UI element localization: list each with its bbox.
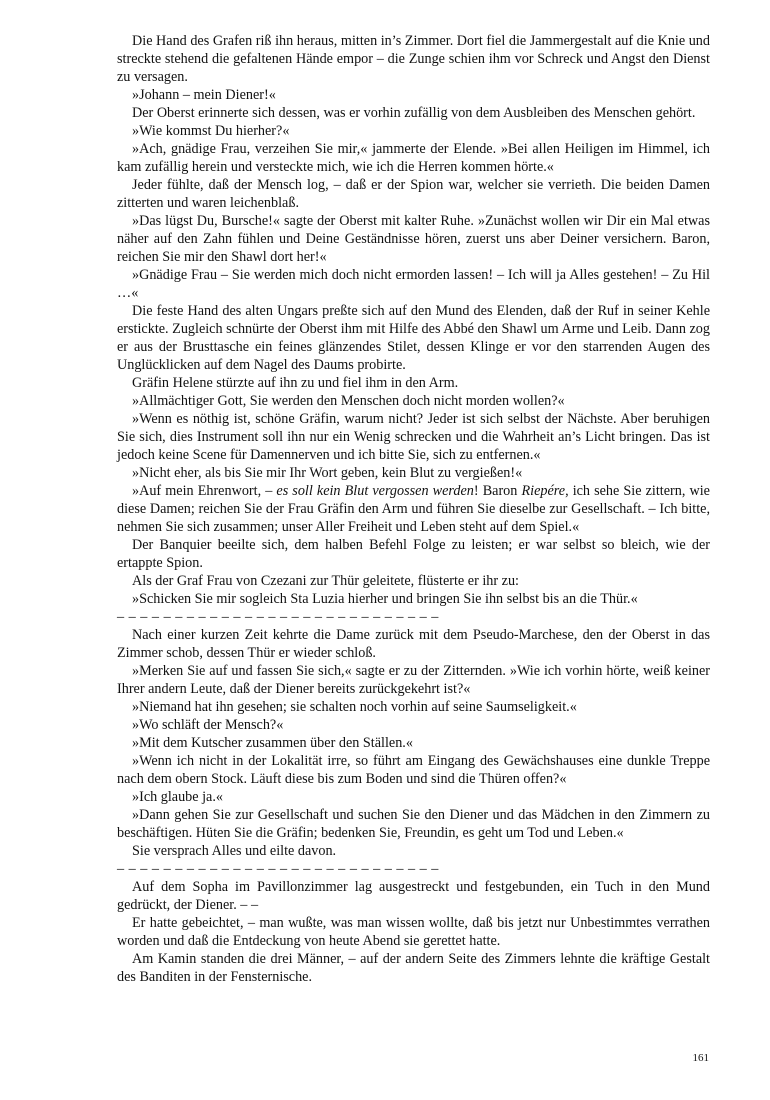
text-run: ! Baron (473, 483, 522, 499)
paragraph: Die feste Hand des alten Ungars preßte sich auf den Mund des Elenden, daß der Ruf in seiner Kehle erstickte. Zugleich schnürte der Oberst ihm mit Hilfe des Abbé den Shawl um Arme und Leib. Dann zog er aus der Brusttasche ein feines glänzendes Stilet, dessen Klinge er vor den starrenden Augen des Unglücklicken auf dem Nagel des Daums probirte. (117, 303, 710, 373)
paragraph: »Schicken Sie mir sogleich Sta Luzia hierher und bringen Sie ihn selbst bis an die Thür.« (132, 591, 638, 607)
paragraph (117, 482, 710, 536)
emphasis-text: Riepére (521, 483, 566, 499)
paragraph: »Ich glaube ja.« (132, 789, 223, 805)
paragraph: Die Hand des Grafen riß ihn heraus, mitten in’s Zimmer. Dort fiel die Jammergestalt auf die Knie und streckte stehend die gefaltenen Hände empor – die Zunge schien ihm vor Schreck und Angst den Dienst zu versagen. (117, 33, 710, 85)
paragraph: Sie versprach Alles und eilte davon. (132, 843, 337, 859)
paragraph: »Dann gehen Sie zur Gesellschaft und suchen Sie den Diener und das Mädchen in den Zimmern zu beschäftigen. Hüten Sie die Gräfin; bedenken Sie, Freundin, es geht um Tod und Leben.« (117, 807, 710, 841)
paragraph: Als der Graf Frau von Czezani zur Thür geleitete, flüsterte er ihr zu: (132, 573, 519, 589)
paragraph: »Wenn ich nicht in der Lokalität irre, so führt am Eingang des Gewächshauses eine dunkle Treppe nach dem obern Stock. Läuft diese bis zum Boden und sind die Thüren offen?« (117, 753, 710, 787)
paragraph: Der Banquier beeilte sich, dem halben Befehl Folge zu leisten; er war selbst so bleich, wie der ertappte Spion. (117, 537, 710, 571)
paragraph: »Wie kommst Du hierher?« (132, 123, 290, 139)
paragraph: Jeder fühlte, daß der Mensch log, – daß er der Spion war, welcher sie verrieth. Die beiden Damen zitterten und waren leichenblaß. (117, 177, 710, 211)
paragraph: »Wo schläft der Mensch?« (132, 717, 284, 733)
paragraph: Auf dem Sopha im Pavillonzimmer lag ausgestreckt und festgebunden, ein Tuch in den Mund gedrückt, der Diener. – – (117, 879, 710, 913)
paragraph: Gräfin Helene stürzte auf ihn zu und fiel ihm in den Arm. (132, 375, 459, 391)
paragraph: »Mit dem Kutscher zusammen über den Ställen.« (132, 735, 413, 751)
page-number: 161 (692, 1052, 709, 1064)
paragraph: »Allmächtiger Gott, Sie werden den Menschen doch nicht morden wollen?« (132, 393, 565, 409)
paragraph: »Wenn es nöthig ist, schöne Gräfin, warum nicht? Jeder ist sich selbst der Nächste. Aber beruhigen Sie sich, dies Instrument soll ihn nur ein Wenig schrecken und die Wahrheit an’s Licht bringen. Das ist jedoch keine Scene für Damennerven und ich bitte Sie, sich zu entfernen.« (117, 411, 710, 463)
text-run: , ich sehe Sie zittern, wie diese Damen; reichen Sie der Frau Gräfin den Arm und führen Sie dieselbe zur Gesellschaft. – Ich bitte, nehmen Sie sich zusammen; unser Aller Freiheit und Leben steht auf dem Spiel.« (117, 483, 710, 535)
paragraph: Er hatte gebeichtet, – man wußte, was man wissen wollte, daß bis jetzt nur Unbestimmtes verrathen worden und daß die Entdeckung von heute Abend sie gerettet hatte. (117, 915, 710, 949)
text-run: »Auf mein Ehrenwort, – (132, 483, 277, 499)
section-separator: – – – – – – – – – – – – – – – – – – – – – – – – – – – – (117, 609, 439, 625)
paragraph: »Ach, gnädige Frau, verzeihen Sie mir,« jammerte der Elende. »Bei allen Heiligen im Himmel, ich kam zufällig herein und versteckte mich, wie ich die Herren kommen hörte.« (117, 141, 710, 175)
paragraph: »Nicht eher, als bis Sie mir Ihr Wort geben, kein Blut zu vergießen!« (132, 465, 523, 481)
paragraph: »Niemand hat ihn gesehen; sie schalten noch vorhin auf seine Saumseligkeit.« (132, 699, 577, 715)
paragraph: »Gnädige Frau – Sie werden mich doch nicht ermorden lassen! – Ich will ja Alles gestehen! – Zu Hil …« (117, 267, 710, 301)
paragraph: Der Oberst erinnerte sich dessen, was er vorhin zufällig von dem Ausbleiben des Menschen gehört. (132, 105, 696, 121)
paragraph: »Johann – mein Diener!« (132, 87, 276, 103)
paragraph: Am Kamin standen die drei Männer, – auf der andern Seite des Zimmers lehnte die kräftige Gestalt des Banditen in der Fensternische. (117, 951, 710, 985)
paragraph: Nach einer kurzen Zeit kehrte die Dame zurück mit dem Pseudo-Marchese, den der Oberst in das Zimmer schob, dessen Thür er wieder schloß. (117, 627, 710, 661)
section-separator: – – – – – – – – – – – – – – – – – – – – – – – – – – – – (117, 861, 439, 877)
paragraph: »Merken Sie auf und fassen Sie sich,« sagte er zu der Zitternden. »Wie ich vorhin hörte, weiß keiner Ihrer andern Leute, daß der Diener bereits zurückgekehrt ist?« (117, 663, 710, 697)
paragraph: »Das lügst Du, Bursche!« sagte der Oberst mit kalter Ruhe. »Zunächst wollen wir Dir ein Mal etwas näher auf den Zahn fühlen und Deine Geständnisse hören, zuerst uns aber Deiner versichern. Baron, reichen Sie mir den Shawl dort her!« (117, 213, 710, 265)
emphasis-text: es soll kein Blut vergossen werden (276, 483, 474, 499)
page-text (117, 32, 710, 986)
